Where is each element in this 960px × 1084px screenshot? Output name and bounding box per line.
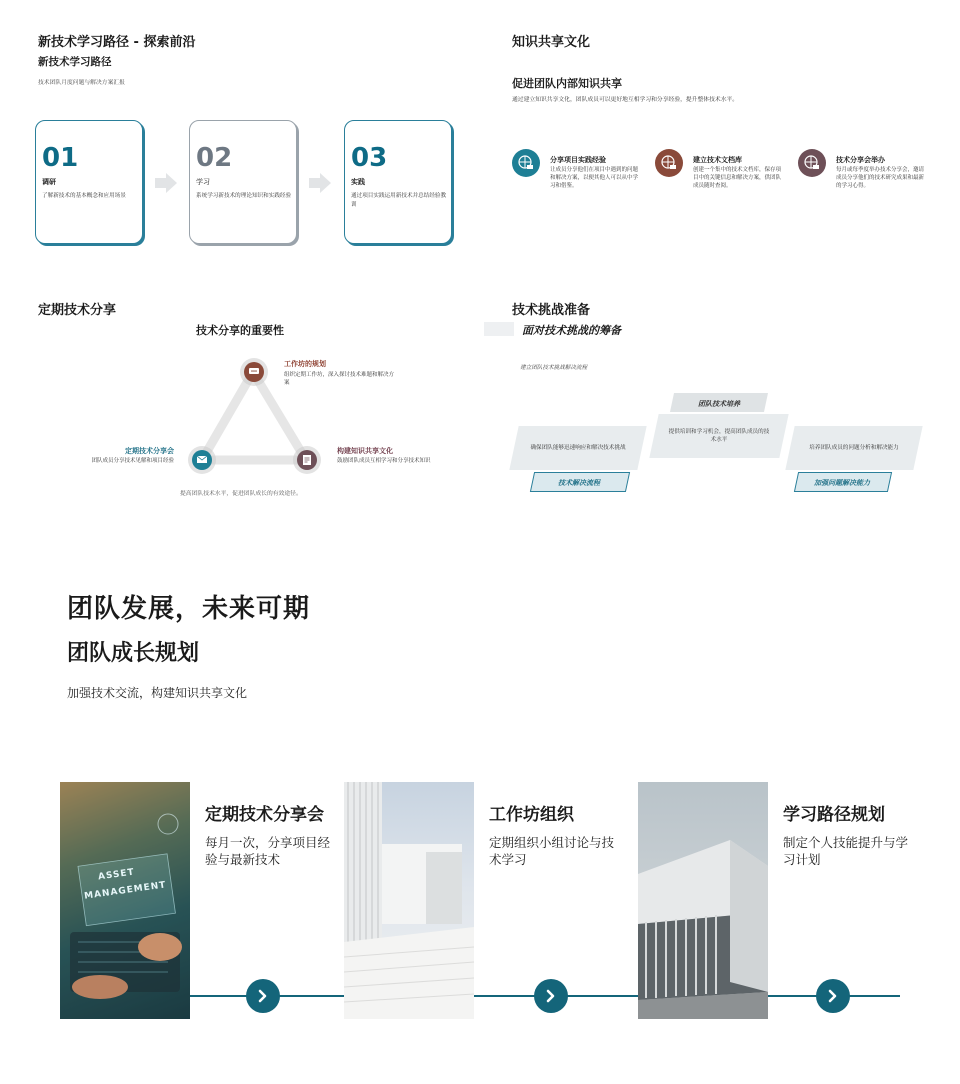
right-desc: 培养团队成员的问题分析和解决能力 <box>809 445 899 451</box>
left-tag: 技术解决流程 <box>558 479 600 487</box>
bottom-subheadline: 团队成长规划 <box>67 641 200 666</box>
step-title: 学习 <box>196 178 210 186</box>
panel1-caption: 技术团队月度问题与解决方案汇报 <box>38 80 125 86</box>
panel4-title: 技术挑战准备 <box>512 303 591 318</box>
step-title: 实践 <box>351 178 365 186</box>
document-icon <box>297 450 317 470</box>
panel1-subtitle: 新技术学习路径 <box>38 56 112 68</box>
ks-item-practice <box>512 149 647 199</box>
panel3-title: 定期技术分享 <box>38 303 117 318</box>
feature-desc: 制定个人技能提升与学习计划 <box>783 835 909 867</box>
asset-label: ASSET <box>97 867 136 883</box>
subtitle-accent-bar <box>484 322 514 336</box>
feature-title: 工作坊组织 <box>489 805 574 825</box>
ks-item-desc: 每月或每季度举办技术分享会，邀请成员分享他们的技术研究成果和最新的学习心得。 <box>836 167 925 189</box>
step-card-learn <box>189 120 297 244</box>
panel3-subtitle: 技术分享的重要性 <box>196 324 284 337</box>
chevron-right-icon <box>826 989 840 1003</box>
mail-icon <box>192 450 212 470</box>
left-desc: 确保团队能够迅速响应和解决技术挑战 <box>530 445 626 451</box>
step-desc: 系统学习新技术的理论知识和实践经验 <box>196 193 292 199</box>
chevron-right-icon <box>309 173 331 193</box>
center-desc: 提供培训和学习机会，提高团队成员的技术水平 <box>668 429 770 443</box>
feature-desc: 定期组织小组讨论与技术学习 <box>489 835 615 867</box>
ks-item-docs <box>655 149 790 199</box>
step-desc: 了解新技术的基本概念和应用场景 <box>42 193 126 199</box>
node-desc-culture: 鼓励团队成员互相学习和分享技术知识 <box>337 458 431 464</box>
chevron-right-icon <box>155 173 177 193</box>
asset-management-image <box>60 782 190 1019</box>
panel1-title: 新技术学习路径 - 探索前沿 <box>38 35 196 50</box>
step-number: 01 <box>42 143 79 173</box>
feature-title: 定期技术分享会 <box>205 805 324 825</box>
panel3-footer: 提高团队技术水平，促进团队成长的有效途径。 <box>180 491 302 497</box>
node-title-culture: 构建知识共享文化 <box>337 447 393 455</box>
ks-item-meetup <box>798 149 933 199</box>
chat-icon <box>244 362 264 382</box>
ks-item-title: 分享项目实践经验 <box>550 156 606 164</box>
bottom-headline: 团队发展，未来可期 <box>67 594 311 624</box>
ks-item-desc: 让成员分享他们在项目中遇到的问题和解决方案，以便其他人可以从中学习和借鉴。 <box>550 167 639 189</box>
next-arrow-button[interactable] <box>534 979 568 1013</box>
feature-desc: 每月一次，分享项目经验与最新技术 <box>205 835 331 867</box>
ks-item-title: 建立技术文档库 <box>693 156 742 164</box>
bottom-tagline: 加强技术交流，构建知识共享文化 <box>67 686 248 700</box>
node-desc-meetup: 团队成员分享技术见解和项目经验 <box>91 458 174 464</box>
right-tag: 加强问题解决能力 <box>814 479 870 487</box>
panel2-subtitle: 促进团队内部知识共享 <box>512 77 622 90</box>
step-desc: 通过项目实践运用新技术并总结经验教训 <box>351 193 447 208</box>
globe-cart-icon <box>655 149 683 177</box>
feature-title: 学习路径规划 <box>783 805 885 825</box>
panel2-intro: 通过建立知识共享文化，团队成员可以更好地互相学习和分享经验，提升整体技术水平。 <box>512 97 739 103</box>
center-tag: 团队技术培养 <box>698 400 740 408</box>
ks-item-desc: 创建一个集中的技术文档库，保存项目中的关键信息和解决方案，供团队成员随时查阅。 <box>693 167 782 189</box>
panel2-title: 知识共享文化 <box>512 35 591 50</box>
chevron-right-icon <box>256 989 270 1003</box>
globe-cart-icon <box>512 149 540 177</box>
panel4-subtitle: 面对技术挑战的筹备 <box>522 324 621 337</box>
step-card-practice <box>344 120 452 244</box>
next-arrow-button[interactable] <box>246 979 280 1013</box>
next-arrow-button[interactable] <box>816 979 850 1013</box>
node-title-workshop: 工作坊的规划 <box>284 360 326 368</box>
globe-cart-icon <box>798 149 826 177</box>
ks-item-title: 技术分享会举办 <box>836 156 885 164</box>
modern-building-image <box>638 782 768 1019</box>
step-card-research <box>35 120 143 244</box>
step-number: 02 <box>196 143 233 173</box>
management-label: MANAGEMENT <box>83 880 168 902</box>
panel4-caption: 建立团队技术挑战解决流程 <box>520 365 588 371</box>
step-title: 调研 <box>42 178 56 186</box>
chevron-right-icon <box>544 989 558 1003</box>
node-desc-workshop: 组织定期工作坊，深入探讨技术难题和解决方案 <box>284 372 395 386</box>
node-title-meetup: 定期技术分享会 <box>125 447 174 455</box>
white-building-image <box>344 782 474 1019</box>
step-number: 03 <box>351 143 388 173</box>
